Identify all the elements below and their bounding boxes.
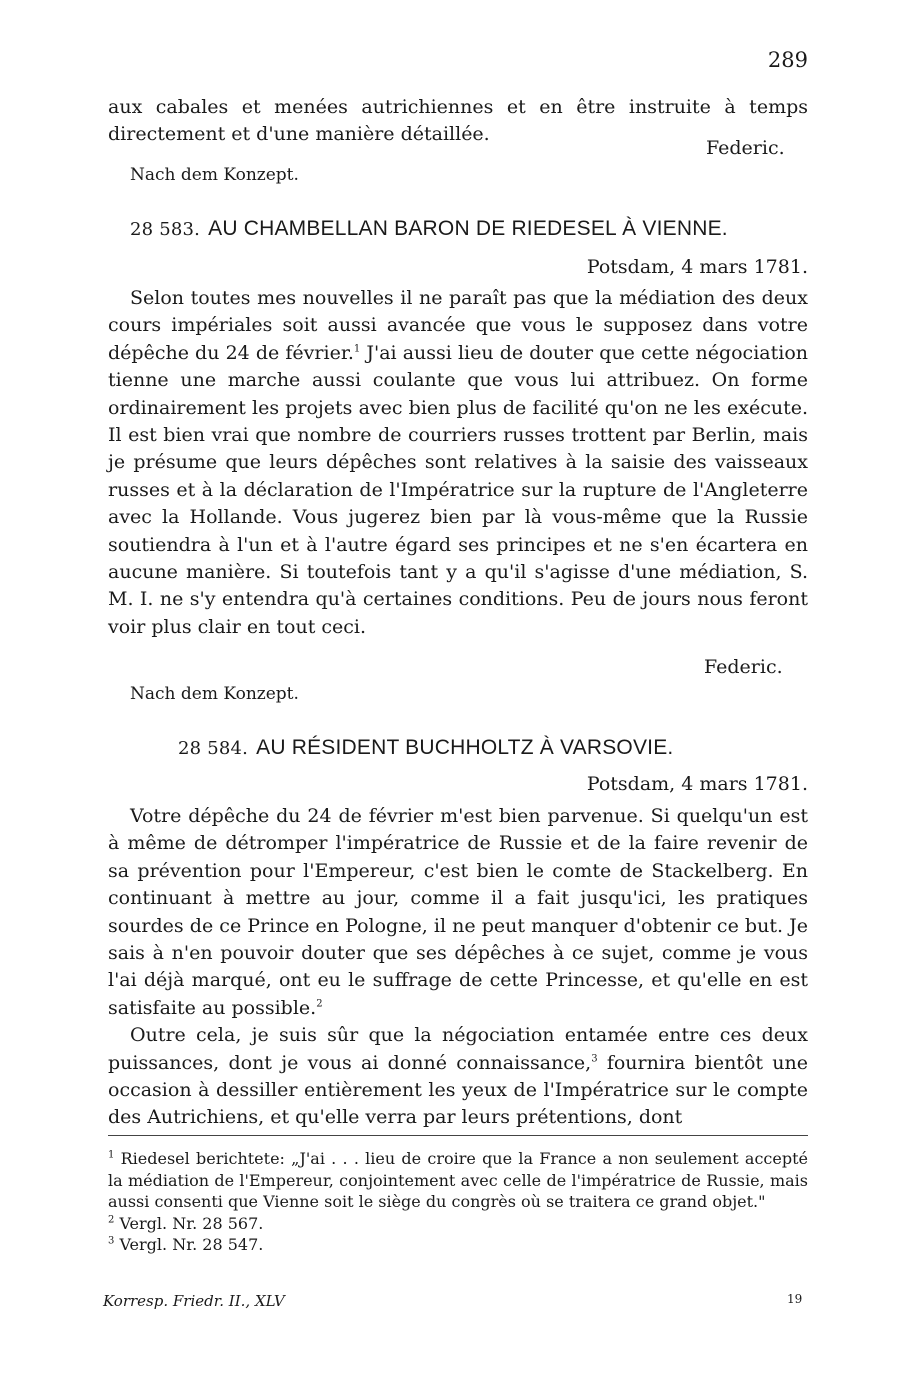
- footer-volume-reference: Korresp. Friedr. II., XLV: [103, 1292, 285, 1310]
- footer-signature-mark: 19: [787, 1292, 803, 1306]
- letter-dateline: Potsdam, 4 mars 1781.: [586, 773, 808, 795]
- letter-dateline: Potsdam, 4 mars 1781.: [586, 256, 808, 278]
- footnote-1: $^1$ Riedesel berichtete: „J'ai . . . lieu de croire que la France a non seulement accepté la médiation de l'Empereur, conjointement avec celle de l'impératrice de Russie, mais aussi consenti que Vienne soit le siège du congrès où se traitera ce grand objet.": [108, 1149, 809, 1211]
- letter-paragraph: Votre dépêche du 24 de février m'est bien parvenue. Si quelqu'un est à même de détromper l'impératrice de Russie et de la faire revenir de sa prévention pour l'Empereur, c'est bien le comte de Stackelberg. En continuant à mettre au jour, comme il a fait jusqu'ici, les pratiques sourdes de ce Prince en Pologne, il ne peut manquer d'obtenir ce but. Je sais à n'en pouvoir douter que ses dépêches à ce sujet, comme je vous l'ai déjà marqué, ont eu le suffrage de cette Princesse, et qu'elle en est satisfaite au possible.$^2$: [108, 805, 808, 1019]
- footnote-reference: 2: [316, 998, 323, 1010]
- letter-title: AU RÉSIDENT BUCHHOLTZ À VARSOVIE.: [256, 736, 674, 759]
- letter-body-28584: [108, 803, 808, 1132]
- intro-source-note: Nach dem Konzept.: [130, 165, 299, 185]
- footnote-2: $^2$ Vergl. Nr. 28 567.: [108, 1213, 264, 1233]
- footnote-3: $^3$ Vergl. Nr. 28 547.: [108, 1235, 264, 1254]
- letter-heading-28583: [130, 217, 728, 241]
- letter-title: AU CHAMBELLAN BARON DE RIEDESEL À VIENNE.: [208, 217, 728, 240]
- intro-text: aux cabales et menées autrichiennes et en être instruite à temps directement et d'une manière détaillée.: [108, 96, 808, 146]
- letter-paragraph: Selon toutes mes nouvelles il ne paraît pas que la médiation des deux cours impériales soit aussi avancée que vous le supposez dans votre dépêche du 24 de février.$^1$ J'ai aussi lieu de douter que cette négociation tienne une marche aussi coulante que vous lui attribuez. On forme ordinairement les projets avec bien plus de facilité qu'on ne les exécute. Il est bien vrai que nombre de courriers russes trottent par Berlin, mais je présume que leurs dépêches sont relatives à la saisie des vaisseaux russes et à la déclaration de l'Impératrice sur la rupture de l'Angleterre avec la Hollande. Vous jugerez bien par là vous-même que la Russie soutiendra à l'un et à l'autre égard ses principes et ne s'en écartera en aucune manière. Si toutefois tant y a qu'il s'agisse d'une médiation, S. M. I. ne s'y entendra qu'à certaines conditions. Peu de jours nous feront voir plus clair en tout ceci.: [108, 287, 808, 638]
- page-number: 289: [767, 48, 808, 72]
- letter-source-note: Nach dem Konzept.: [130, 684, 299, 704]
- letter-paragraph: Outre cela, je suis sûr que la négociation entamée entre ces deux puissances, dont je vous ai donné connaissance,$^3$ fournira bientôt une occasion à dessiller entièrement les yeux de l'Impératrice sur le compte des Autrichiens, et qu'elle verra par leurs prétentions, dont: [108, 1024, 808, 1129]
- letter-number: 28 583.: [130, 219, 201, 240]
- intro-signature: Federic.: [706, 137, 785, 159]
- footnote-divider: [108, 1135, 808, 1136]
- letter-body-28583: [108, 285, 808, 641]
- letter-number: 28 584.: [178, 738, 249, 759]
- letter-heading-28584: [178, 736, 673, 760]
- letter-signature: Federic.: [704, 656, 783, 678]
- footnote-reference: 1: [353, 343, 361, 355]
- footnote-reference: 3: [591, 1053, 598, 1065]
- footnotes: [108, 1148, 808, 1256]
